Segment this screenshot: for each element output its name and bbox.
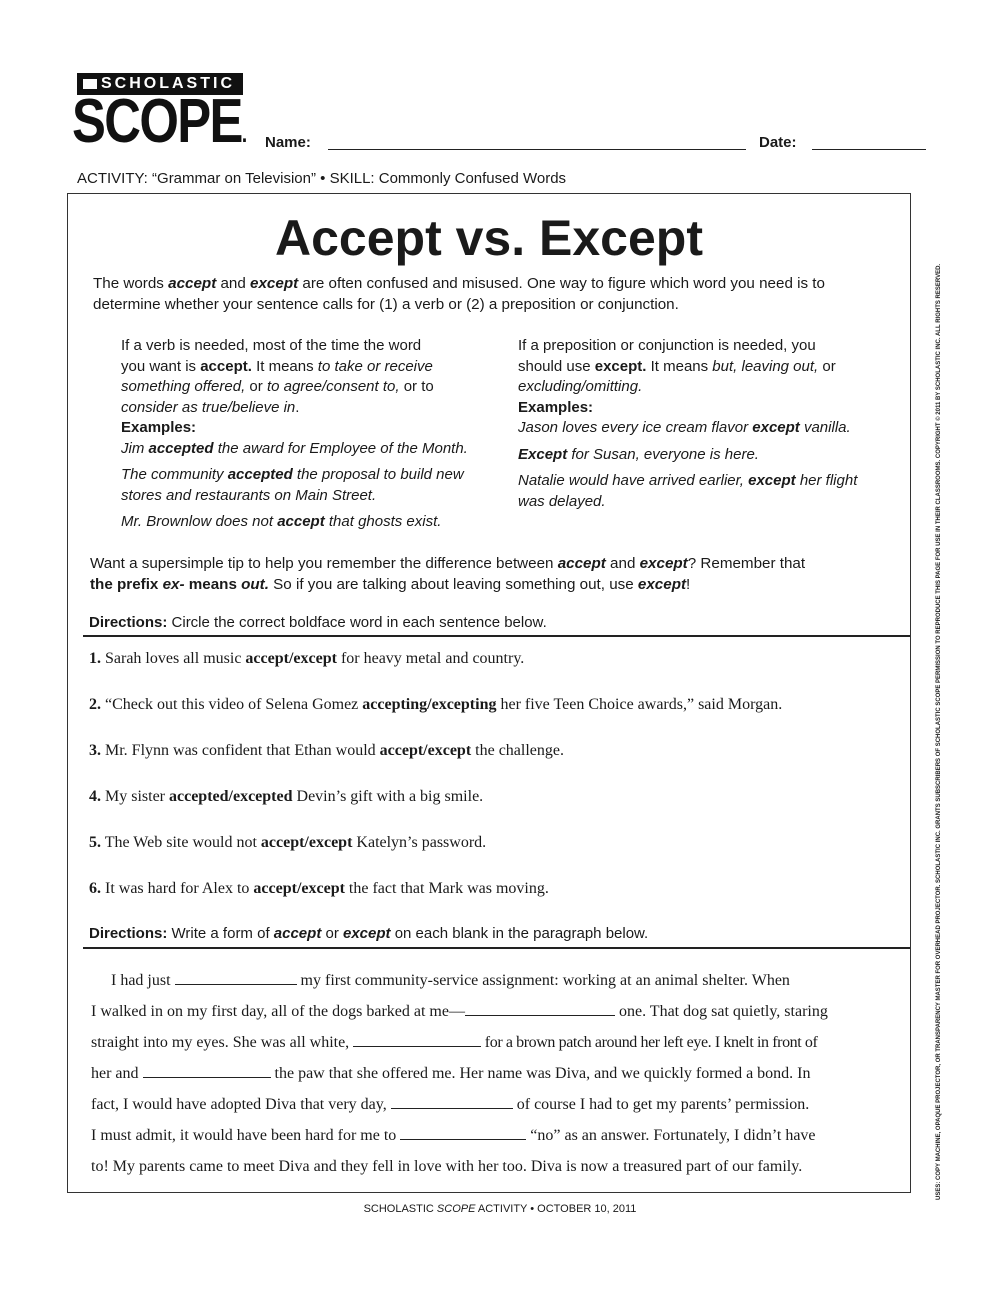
blank-5[interactable] bbox=[391, 1094, 513, 1109]
text: It was hard for Alex to bbox=[101, 880, 254, 897]
directions-label: Directions: bbox=[89, 614, 168, 631]
exercise-item bbox=[89, 788, 483, 806]
text: means bbox=[184, 576, 242, 593]
text: “Check out this video of Selena Gomez bbox=[101, 696, 363, 713]
word: except bbox=[637, 576, 687, 593]
example-1 bbox=[121, 439, 506, 460]
text: I had just bbox=[111, 972, 175, 989]
examples-label: Examples: bbox=[518, 398, 594, 416]
examples-heading bbox=[518, 398, 903, 419]
word: Except bbox=[518, 445, 568, 463]
blank-3[interactable] bbox=[353, 1032, 481, 1047]
directions-label: Directions: bbox=[89, 925, 168, 942]
item-number: 4. bbox=[89, 788, 101, 805]
activity-line bbox=[77, 170, 566, 187]
exercise-item bbox=[89, 834, 486, 852]
text: I walked in on my first day, all of the dogs barked at me— bbox=[91, 1003, 465, 1020]
meaning: to agree/consent to, bbox=[266, 378, 400, 395]
text-line bbox=[518, 377, 903, 398]
text: SCHOLASTIC bbox=[363, 1203, 437, 1215]
text: the prefix bbox=[90, 576, 163, 593]
word: accept bbox=[273, 925, 322, 942]
text: the fact that Mark was moving. bbox=[344, 880, 549, 897]
text: my first community-service assignment: working at an animal shelter. When bbox=[296, 972, 790, 989]
copyright-side-note bbox=[936, 263, 943, 1200]
text: her flight bbox=[795, 472, 858, 489]
para-line bbox=[91, 965, 901, 996]
activity-text: “Grammar on Television” • bbox=[147, 170, 330, 187]
para-line: to! My parents came to meet Diva and they fell in love with her too. Diva is now a treasured part of our family. bbox=[91, 1158, 803, 1175]
directions-circle bbox=[89, 614, 547, 631]
text: It means bbox=[646, 357, 713, 375]
text: ? Remember that bbox=[687, 555, 806, 572]
tip-line-2 bbox=[90, 574, 900, 595]
text-line bbox=[121, 398, 506, 419]
text: fact, I would have adopted Diva that very day, bbox=[91, 1096, 391, 1113]
blank-4[interactable] bbox=[143, 1063, 271, 1078]
example-2 bbox=[518, 445, 903, 466]
text: stores and restaurants on Main Street. bbox=[121, 486, 377, 504]
example-3 bbox=[121, 512, 506, 533]
text: for heavy metal and country. bbox=[336, 650, 525, 667]
text: Katelyn’s password. bbox=[352, 834, 487, 851]
text: If a preposition or conjunction is needed, you bbox=[518, 337, 816, 354]
exercise-item bbox=[89, 696, 782, 714]
word: except bbox=[639, 555, 688, 572]
directions-write bbox=[89, 925, 648, 942]
word: accepted bbox=[148, 439, 214, 457]
text: So if you are talking about leaving something out, use bbox=[268, 576, 638, 593]
text: the challenge. bbox=[471, 742, 564, 759]
directions-text: Circle the correct boldface word in each sentence below. bbox=[167, 614, 547, 631]
meaning: something offered, bbox=[121, 378, 246, 395]
para-line bbox=[91, 996, 901, 1027]
text: Sarah loves all music bbox=[101, 650, 246, 667]
tip-paragraph bbox=[90, 553, 900, 595]
meaning: to take or receive bbox=[317, 357, 433, 375]
exercise-item bbox=[89, 650, 524, 668]
choice-words[interactable]: accept/except bbox=[253, 880, 345, 897]
text: or bbox=[818, 357, 836, 375]
examples-label: Examples: bbox=[121, 419, 197, 436]
text: It means bbox=[251, 357, 318, 375]
text: The community bbox=[121, 466, 228, 483]
activity-label: ACTIVITY: bbox=[77, 170, 148, 187]
text-line bbox=[518, 357, 903, 378]
text: and bbox=[605, 555, 640, 572]
text: The words bbox=[93, 275, 169, 292]
text: the award for Employee of the Month. bbox=[213, 439, 468, 457]
text: or bbox=[245, 378, 267, 395]
word: except bbox=[343, 925, 391, 942]
intro-line-1 bbox=[93, 273, 893, 294]
brand-text: SCHOLASTIC bbox=[101, 75, 235, 92]
name-label: Name: bbox=[265, 134, 311, 151]
item-number: 5. bbox=[89, 834, 101, 851]
word-except: except bbox=[250, 275, 299, 292]
text: straight into my eyes. She was all white, bbox=[91, 1034, 354, 1051]
blank-1[interactable] bbox=[175, 970, 297, 985]
text: My sister bbox=[101, 788, 169, 805]
text-line bbox=[121, 357, 506, 378]
text: If a verb is needed, most of the time the word bbox=[121, 337, 422, 354]
para-line bbox=[91, 1120, 901, 1151]
exercise-item bbox=[89, 742, 564, 760]
text: one. That dog sat quietly, staring bbox=[614, 1003, 828, 1020]
preposition-column bbox=[518, 336, 903, 512]
text: SCOPE bbox=[436, 1203, 476, 1215]
logo-dot: . bbox=[241, 121, 246, 148]
choice-words[interactable]: accept/except bbox=[245, 650, 337, 667]
divider bbox=[83, 635, 910, 637]
para-line bbox=[91, 1089, 901, 1120]
text: should use bbox=[518, 357, 595, 375]
word: accept bbox=[277, 513, 325, 530]
prefix: ex- bbox=[162, 576, 185, 593]
intro-line-2: determine whether your sentence calls for (1) a verb or (2) a preposition or conjunction. bbox=[93, 296, 679, 313]
meaning: but, leaving out, bbox=[712, 357, 819, 375]
text: The Web site would not bbox=[101, 834, 261, 851]
text: of course I had to get my parents’ permission. bbox=[512, 1096, 810, 1113]
text: Jason loves every ice cream flavor bbox=[518, 419, 753, 436]
text: out. bbox=[241, 576, 269, 593]
examples-heading bbox=[121, 418, 506, 439]
date-label: Date: bbox=[759, 134, 797, 151]
word: except bbox=[752, 419, 800, 436]
para-line bbox=[91, 1058, 901, 1089]
item-number: 1. bbox=[89, 650, 101, 667]
word-accept: accept bbox=[168, 275, 217, 292]
fill-in-paragraph bbox=[91, 965, 901, 1182]
text: was delayed. bbox=[518, 492, 606, 510]
name-field[interactable] bbox=[328, 149, 746, 150]
item-number: 2. bbox=[89, 696, 101, 713]
text: vanilla. bbox=[799, 419, 851, 436]
example-1 bbox=[518, 418, 903, 439]
text: for Susan, everyone is here. bbox=[567, 445, 759, 463]
text-line bbox=[121, 377, 506, 398]
text: “no” as an answer. Fortunately, I didn’t have bbox=[526, 1127, 816, 1144]
text: on each blank in the paragraph below. bbox=[390, 925, 649, 942]
text: I must admit, it would have been hard for me to bbox=[91, 1127, 401, 1144]
meaning: excluding/omitting. bbox=[518, 378, 643, 395]
text: . bbox=[295, 398, 300, 416]
item-number: 6. bbox=[89, 880, 101, 897]
word-accept: accept. bbox=[200, 357, 252, 375]
meaning: consider as true/believe in bbox=[121, 398, 296, 416]
text: the proposal to build new bbox=[292, 466, 464, 483]
para-line bbox=[91, 1027, 901, 1058]
choice-words[interactable]: accept/except bbox=[260, 834, 353, 851]
item-number: 3. bbox=[89, 742, 101, 759]
text: you want is bbox=[121, 357, 201, 375]
text: Mr. Flynn was confident that Ethan would bbox=[101, 742, 380, 759]
text: that ghosts exist. bbox=[324, 513, 442, 530]
scope-logo bbox=[72, 87, 246, 166]
word: accept bbox=[557, 555, 606, 572]
text: the paw that she offered me. Her name was Diva, and we quickly formed a bond. In bbox=[270, 1065, 811, 1082]
text: her and bbox=[91, 1065, 143, 1082]
blank-2[interactable] bbox=[465, 1001, 615, 1016]
logo-text: SCOPE bbox=[72, 87, 242, 156]
choice-words[interactable]: accept/except bbox=[379, 742, 472, 759]
text: Write a form of bbox=[167, 925, 274, 942]
blank-6[interactable] bbox=[400, 1125, 526, 1140]
text: or bbox=[321, 925, 343, 942]
text: are often confused and misused. One way to figure which word you need is to bbox=[298, 275, 825, 292]
skill-label: SKILL: bbox=[329, 170, 375, 187]
text: Devin’s gift with a big smile. bbox=[292, 788, 484, 805]
example-2 bbox=[121, 465, 506, 506]
intro-paragraph bbox=[93, 273, 893, 315]
skill-text: Commonly Confused Words bbox=[374, 170, 567, 187]
tip-line-1 bbox=[90, 553, 900, 574]
footer bbox=[0, 1203, 1000, 1215]
copyright-text: USES: COPY MACHINE, OPAQUE PROJECTOR, OR TRANSPARENCY MASTER FOR OVERHEAD PROJECTOR. SCHOLASTIC INC. GRANTS SUBSCRIBERS OF SCHOLASTIC SCOPE PERMISSION TO REPRODUCE THIS PAGE FOR USE IN THEIR CLASSROOMS. COPYRIGHT © 2011 BY SCHOLASTIC INC. ALL RIGHTS RESERVED. bbox=[936, 263, 942, 1200]
page-title: Accept vs. Except bbox=[275, 210, 703, 266]
choice-words[interactable]: accepting/excepting bbox=[362, 696, 497, 713]
verb-column bbox=[121, 336, 506, 533]
text: or to bbox=[399, 378, 434, 395]
choice-words[interactable]: accepted/excepted bbox=[169, 788, 293, 805]
text: for a brown patch around her left eye. I knelt in front of bbox=[481, 1034, 818, 1051]
text: ! bbox=[686, 576, 691, 593]
text: her five Teen Choice awards,” said Morgan. bbox=[496, 696, 783, 713]
word: except bbox=[748, 472, 796, 489]
exercise-item bbox=[89, 880, 549, 898]
date-field[interactable] bbox=[812, 149, 926, 150]
text: Mr. Brownlow does not bbox=[121, 513, 278, 530]
text: ACTIVITY • OCTOBER 10, 2011 bbox=[475, 1203, 637, 1215]
text: Natalie would have arrived earlier, bbox=[518, 472, 749, 489]
word-except: except. bbox=[594, 357, 647, 375]
text: Want a supersimple tip to help you remember the difference between bbox=[90, 555, 558, 572]
word: accepted bbox=[227, 466, 293, 483]
divider bbox=[83, 947, 910, 949]
text: and bbox=[216, 275, 251, 292]
example-3 bbox=[518, 471, 903, 512]
text: Jim bbox=[121, 439, 149, 457]
